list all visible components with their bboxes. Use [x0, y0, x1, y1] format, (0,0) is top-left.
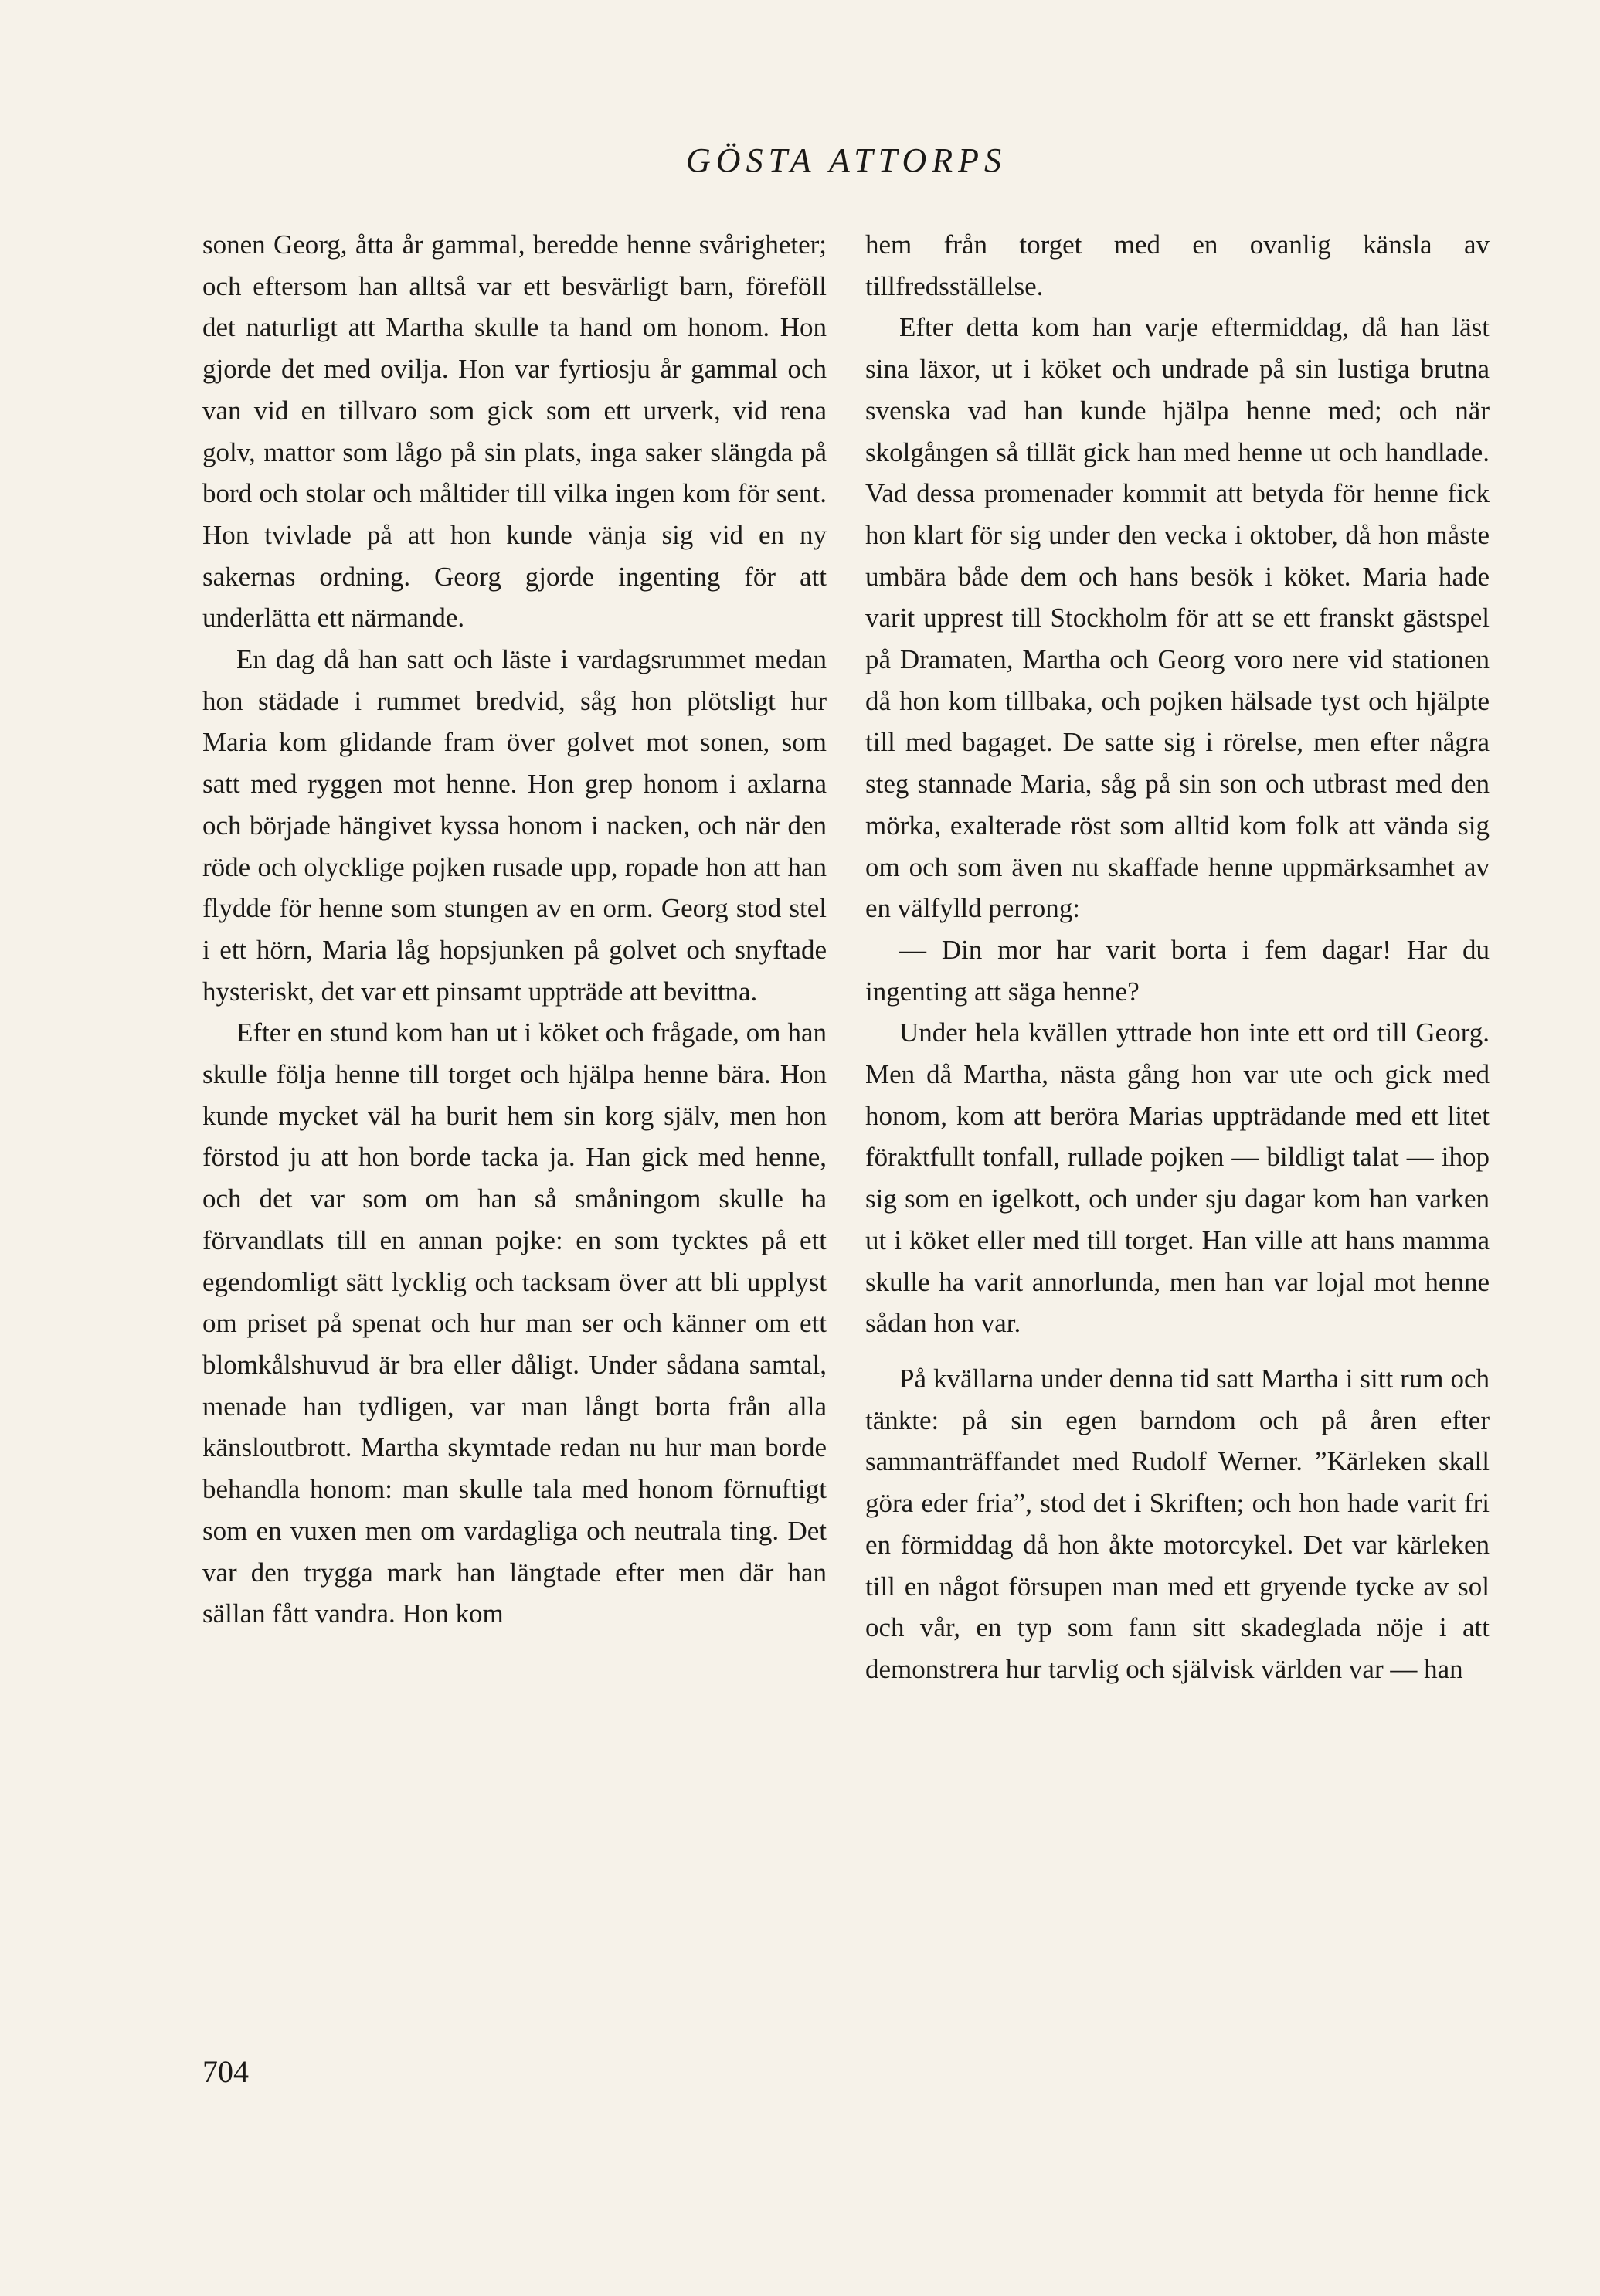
- paragraph: På kvällarna under denna tid satt Martha i sitt rum och tänkte: på sin egen barndom och på åren efter sammanträffandet med Rudolf Werner. ”Kärleken skall göra eder fria”, stod det i Skriften; och hon hade varit fri en förmiddag då hon åkte motorcykel. Det var kärleken till en något försupen man med ett gryende tycke av sol och vår, en typ som fann sitt skadeglada nöje i att demonstrera hur tarvlig och självisk världen var — han: [865, 1363, 1490, 1684]
- paragraph: Efter detta kom han varje eftermiddag, då han läst sina läxor, ut i köket och undrade på sin lustiga brutna svenska vad han kunde hjälpa henne med; och när skolgången så tillät gick han med henne ut och handlade. Vad dessa promenader kommit att betyda för henne fick hon klart för sig under den vecka i oktober, då hon måste umbära både dem och hans besök i köket. Maria hade varit upprest till Stockholm för att se ett franskt gästspel på Dramaten, Martha och Georg voro nere vid stationen då hon kom tillbaka, och pojken hälsade tyst och hjälpte till med bagaget. De satte sig i rörelse, men efter några steg stannade Maria, såg på sin son och utbrast med den mörka, exalterade röst som alltid kom folk att vända sig om och som även nu skaffade henne uppmärksamhet av en välfylld perrong:: [865, 312, 1490, 924]
- paragraph: Under hela kvällen yttrade hon inte ett ord till Georg. Men då Martha, nästa gång hon var ute och gick med honom, kom att beröra Marias uppträdande med ett litet föraktfullt tonfall, rullade pojken — bildligt talat — ihop sig som en igelkott, och under sju dagar kom han varken ut i köket eller med till torget. Han ville att hans mamma skulle ha varit annorlunda, men han var lojal mot henne sådan hon var.: [865, 1017, 1490, 1339]
- paragraph: — Din mor har varit borta i fem dagar! Har du ingenting att säga henne?: [865, 934, 1490, 1007]
- running-head: GÖSTA ATTORPS: [686, 141, 1007, 179]
- paragraph: hem från torget med en ovanlig känsla av tillfredsställelse.: [865, 229, 1490, 301]
- left-column: [202, 224, 827, 1635]
- paragraph: sonen Georg, åtta år gammal, beredde henne svårigheter; och eftersom han alltså var ett besvärligt barn, föreföll det naturligt att Martha skulle ta hand om honom. Hon gjorde det med ovilja. Hon var fyrtiosju år gammal och van vid en tillvaro som gick som ett urverk, vid rena golv, mattor som lågo på sin plats, inga saker slängda på bord och stolar och måltider till vilka ingen kom för sent. Hon tvivlade på att hon kunde vänja sig vid en ny sakernas ordning. Georg gjorde ingenting för att underlätta ett närmande.: [202, 229, 827, 633]
- right-column: [865, 224, 1490, 1690]
- page-number: 704: [202, 2054, 249, 2089]
- paragraph: Efter en stund kom han ut i köket och frågade, om han skulle följa henne till torget och hjälpa henne bära. Hon kunde mycket väl ha burit hem sin korg själv, men hon förstod ju att hon borde tacka ja. Han gick med henne, och det var som om han så småningom skulle ha förvandlats till en annan pojke: en som tycktes på ett egendomligt sätt lycklig och tacksam över att bli upplyst om priset på spenat och hur man ser och känner om ett blomkålshuvud är bra eller dåligt. Under sådana samtal, menade han tydligen, var man långt borta från alla känsloutbrott. Martha skymtade redan nu hur man borde behandla honom: man skulle tala med honom förnuftigt som en vuxen men om vardagliga och neutrala ting. Det var den trygga mark han längtade efter men där han sällan fått vandra. Hon kom: [202, 1017, 827, 1629]
- paragraph: En dag då han satt och läste i vardagsrummet medan hon städade i rummet bredvid, såg hon plötsligt hur Maria kom glidande fram över golvet mot sonen, som satt med ryggen mot henne. Hon grep honom i axlarna och började hängivet kyssa honom i nacken, och när den röde och olycklige pojken rusade upp, ropade hon att han flydde för henne som stungen av en orm. Georg stod stel i ett hörn, Maria låg hopsjunken på golvet och snyftade hysteriskt, det var ett pinsamt uppträde att bevittna.: [202, 644, 827, 1007]
